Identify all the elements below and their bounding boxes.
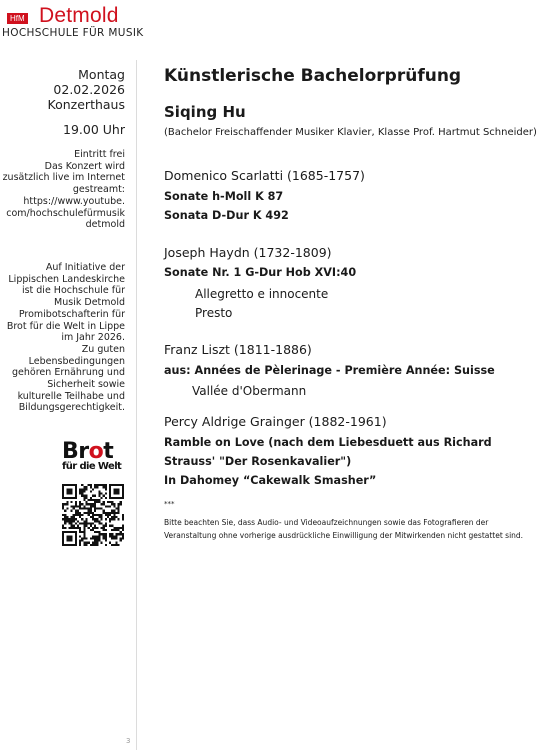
initiative-line: Lippischen Landeskirche [8, 273, 125, 285]
info-line: gestreamt: [72, 184, 125, 196]
initiative-line: Musik Detmold [54, 297, 125, 309]
column-divider [136, 60, 137, 750]
movement-title: Presto [195, 306, 233, 320]
page-number: 3 [126, 737, 131, 745]
work-title: Sonate h-Moll K 87 [164, 190, 284, 203]
initiative-line: ist die Hochschule für [21, 285, 125, 297]
initiative-line: Brot für die Welt in Lippe [6, 320, 125, 332]
performer-name: Siqing Hu [164, 103, 246, 121]
composer-scarlatti: Domenico Scarlatti (1685-1757) [164, 168, 365, 183]
initiative-line: Zu guten [81, 343, 125, 355]
info-line: Eintritt frei [74, 149, 125, 160]
composer-liszt: Franz Liszt (1811-1886) [164, 342, 312, 357]
work-title: Strauss' "Der Rosenkavalier") [164, 455, 352, 468]
work-title: Ramble on Love (nach dem Liebesduett aus Richard [164, 436, 492, 449]
stream-link[interactable]: https://www.youtube. [23, 195, 125, 207]
logo-subtitle: HOCHSCHULE FÜR MUSIK [2, 27, 144, 39]
work-title: In Dahomey “Cakewalk Smasher” [164, 474, 377, 487]
info-line: zusätzlich live im Internet [2, 172, 125, 184]
composer-haydn: Joseph Haydn (1732-1809) [164, 245, 332, 260]
event-date [48, 67, 125, 112]
initiative-line: im Jahr 2026. [61, 332, 125, 344]
initiative-line: kulturelle Teilhabe und [17, 390, 125, 402]
event-time: 19.00 Uhr [63, 122, 125, 137]
program-description: (Bachelor Freischaffender Musiker Klavier, Klasse Prof. Hartmut Schneider) [164, 127, 537, 138]
initiative-line: gehören Ernährung und [12, 367, 125, 379]
initiative-line: Bildungsgerechtigkeit. [18, 402, 125, 414]
movement-title: Vallée d'Obermann [192, 384, 307, 398]
qr-code-icon[interactable] [62, 484, 124, 546]
initiative-line: Lebensbedingungen [28, 355, 125, 367]
stream-link[interactable]: com/hochschulefürmusik [6, 207, 125, 219]
weekday: Montag [78, 67, 125, 82]
logo-name: Detmold [39, 4, 119, 27]
admission-info [3, 149, 125, 231]
brot-logo-word: Brot [62, 439, 114, 464]
work-title: Sonate Nr. 1 G-Dur Hob XVI:40 [164, 266, 357, 279]
initiative-line: Sicherheit sowie [47, 379, 125, 391]
recording-notice: Bitte beachten Sie, dass Audio- und Videoaufzeichnungen sowie das Fotografieren der Veranstaltung ohne vorherige ausdrückliche Einwilligung der Mitwirkenden nicht gestattet sind. [164, 518, 524, 540]
date: 02.02.2026 [53, 82, 125, 97]
separator-stars: *** [164, 500, 175, 508]
brot-logo-subline: für die Welt [62, 461, 122, 472]
brot-fuer-die-welt-logo [62, 441, 128, 472]
page-title: Künstlerische Bachelorprüfung [164, 66, 462, 86]
initiative-text [7, 262, 125, 414]
movement-title: Allegretto e innocente [195, 287, 329, 301]
stream-link[interactable]: detmold [85, 219, 125, 231]
work-title: aus: Années de Pèlerinage - Première Année: Suisse [164, 364, 495, 377]
info-line: Das Konzert wird [44, 160, 125, 172]
work-title: Sonata D-Dur K 492 [164, 209, 289, 222]
composer-grainger: Percy Aldrige Grainger (1882-1961) [164, 414, 387, 429]
venue: Konzerthaus [47, 97, 125, 112]
initiative-line: Auf Initiative der [45, 262, 125, 273]
logo-badge: HfM [7, 13, 28, 24]
initiative-line: Promibotschafterin für [18, 308, 125, 320]
